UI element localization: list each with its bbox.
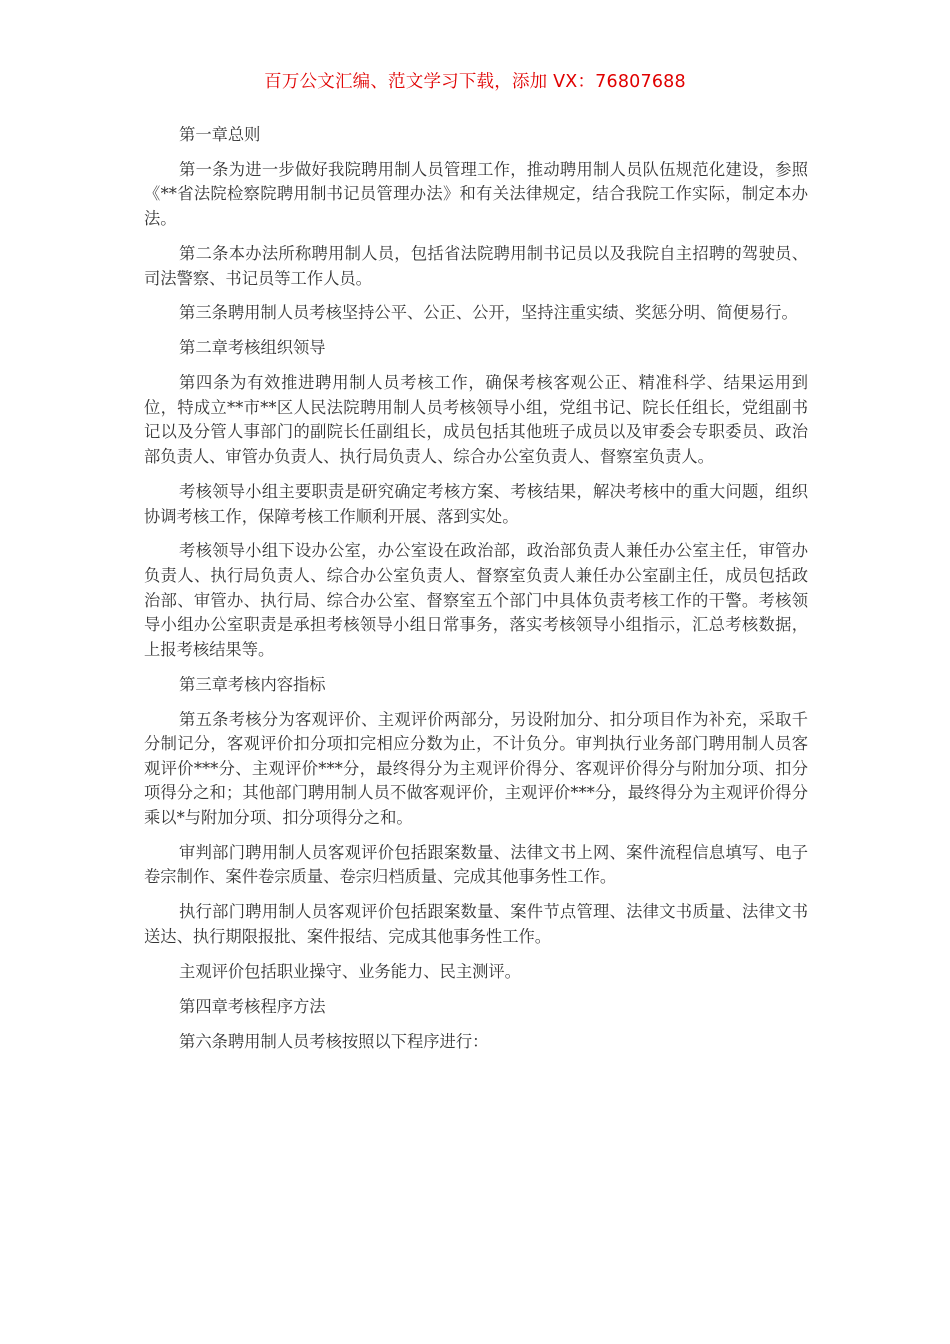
paragraph: 第五条考核分为客观评价、主观评价两部分，另设附加分、扣分项目作为补充，采取千分制记分，客观评价扣分项扣完相应分数为止，不计负分。审判执行业务部门聘用制人员客观评价***分、主观评价***分，最终得分为主观评价得分、客观评价得分与附加分项、扣分项得分之和；其他部门聘用制人员不做客观评价，主观评价***分，最终得分为主观评价得分乘以*与附加分项、扣分项得分之和。 bbox=[144, 709, 808, 827]
paragraph: 考核领导小组主要职责是研究确定考核方案、考核结果，解决考核中的重大问题，组织协调考核工作，保障考核工作顺利开展、落到实处。 bbox=[144, 481, 808, 526]
download-banner: 百万公文汇编、范文学习下载，添加 VX：76807688 bbox=[264, 72, 686, 92]
document-body bbox=[144, 123, 808, 1064]
chapter-heading: 第二章考核组织领导 bbox=[179, 338, 326, 358]
chapter-heading: 第四章考核程序方法 bbox=[179, 996, 326, 1016]
paragraph: 第六条聘用制人员考核按照以下程序进行： bbox=[179, 1031, 489, 1051]
paragraph: 主观评价包括职业操守、业务能力、民主测评。 bbox=[179, 961, 521, 981]
chapter-heading: 第三章考核内容指标 bbox=[179, 674, 326, 694]
chapter-heading: 第一章总则 bbox=[179, 125, 261, 144]
paragraph: 第二条本办法所称聘用制人员，包括省法院聘用制书记员以及我院自主招聘的驾驶员、司法警察、书记员等工作人员。 bbox=[144, 243, 808, 288]
paragraph: 第四条为有效推进聘用制人员考核工作，确保考核客观公正、精准科学、结果运用到位，特成立**市**区人民法院聘用制人员考核领导小组，党组书记、院长任组长，党组副书记以及分管人事部门的副院长任副组长，成员包括其他班子成员以及审委会专职委员、政治部负责人、审管办负责人、执行局负责人、综合办公室负责人、督察室负责人。 bbox=[144, 373, 808, 467]
paragraph: 考核领导小组下设办公室，办公室设在政治部，政治部负责人兼任办公室主任，审管办负责人、执行局负责人、综合办公室负责人、督察室负责人兼任办公室副主任，成员包括政治部、审管办、执行局、综合办公室、督察室五个部门中具体负责考核工作的干警。考核领导小组办公室职责是承担考核领导小组日常事务，落实考核领导小组指示，汇总考核数据，上报考核结果等。 bbox=[144, 541, 808, 659]
paragraph: 第一条为进一步做好我院聘用制人员管理工作，推动聘用制人员队伍规范化建设，参照《**省法院检察院聘用制书记员管理办法》和有关法律规定，结合我院工作实际，制定本办法。 bbox=[144, 159, 808, 229]
paragraph: 第三条聘用制人员考核坚持公平、公正、公开，坚持注重实绩、奖惩分明、简便易行。 bbox=[179, 303, 798, 323]
paragraph: 执行部门聘用制人员客观评价包括跟案数量、案件节点管理、法律文书质量、法律文书送达、执行期限报批、案件报结、完成其他事务性工作。 bbox=[144, 902, 808, 946]
paragraph: 审判部门聘用制人员客观评价包括跟案数量、法律文书上网、案件流程信息填写、电子卷宗制作、案件卷宗质量、卷宗归档质量、完成其他事务性工作。 bbox=[144, 842, 808, 887]
